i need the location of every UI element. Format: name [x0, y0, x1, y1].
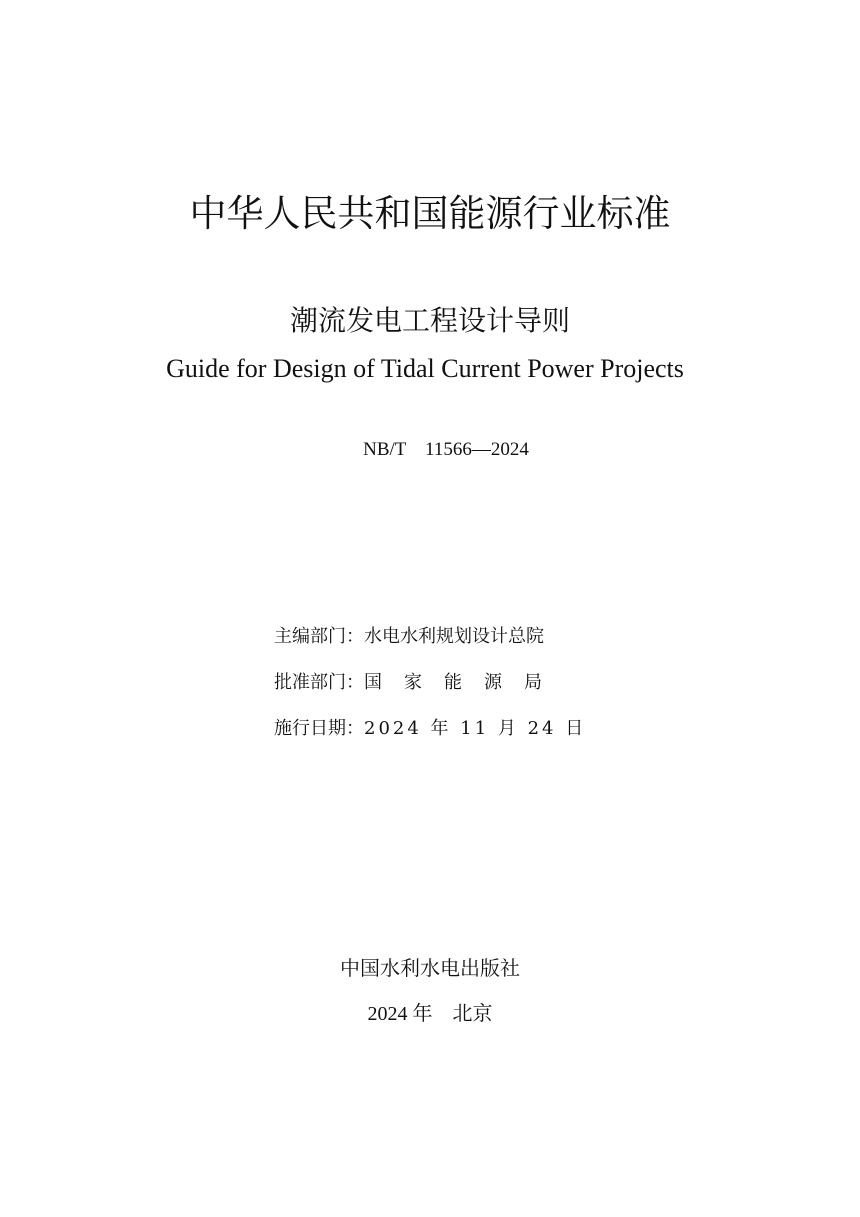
industry-standard-heading: 中华人民共和国能源行业标准	[189, 192, 671, 235]
editor-row	[274, 623, 594, 669]
document-info	[274, 623, 594, 761]
approver-label: 批准部门：	[274, 672, 364, 693]
effective-date-row	[274, 715, 594, 761]
publisher-name: 中国水利水电出版社	[340, 956, 520, 980]
approver-value: 国家能源局	[364, 672, 564, 693]
approver-row	[274, 669, 594, 715]
editor-label: 主编部门：	[274, 626, 364, 647]
document-title-english: Guide for Design of Tidal Current Power Projects	[166, 354, 684, 383]
effective-date-value: 2024 年 11 月 24 日	[364, 718, 587, 739]
effective-date-label: 施行日期：	[274, 718, 364, 739]
editor-value: 水电水利规划设计总院	[364, 626, 544, 647]
document-title-chinese: 潮流发电工程设计导则	[289, 304, 570, 337]
standard-number: NB/T 11566—2024	[363, 439, 529, 460]
publication-date-place: 2024 年 北京	[367, 1003, 493, 1025]
